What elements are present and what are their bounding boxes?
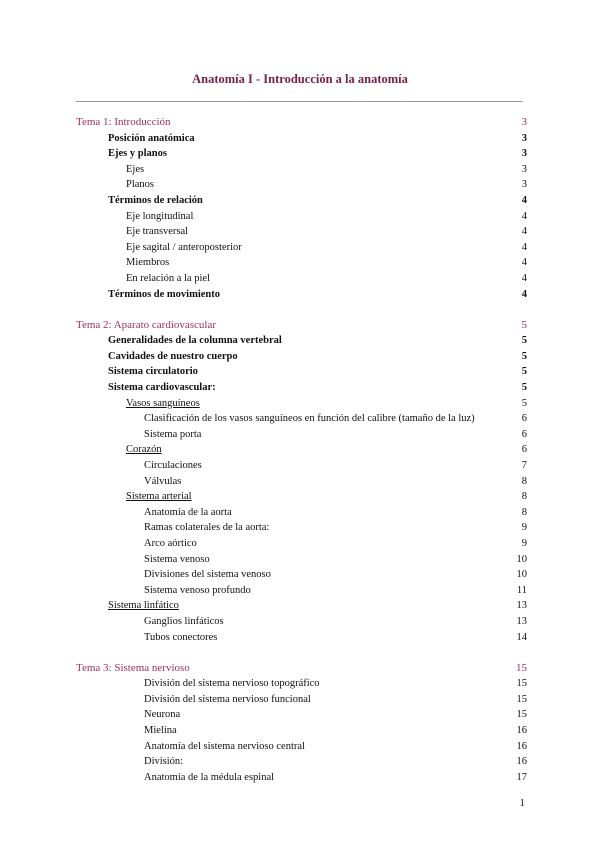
toc-entry-page: 16 <box>516 740 527 752</box>
toc-entry[interactable] <box>0 520 527 535</box>
toc-entry-label: Cavidades de nuestro cuerpo <box>108 350 238 362</box>
toc-entry-page: 7 <box>521 460 527 471</box>
toc-entry-label: Neurona <box>144 709 181 721</box>
toc-entry-label: Sistema linfático <box>108 600 179 612</box>
toc-entry-label: División del sistema nervioso funcional <box>144 693 311 705</box>
toc-entry-page: 13 <box>516 600 527 612</box>
toc-entry-page: 5 <box>521 382 527 393</box>
toc-entry-label: Vasos sanguíneos <box>126 397 200 409</box>
toc-entry-label: Posición anatómica <box>108 132 195 144</box>
toc-entry[interactable] <box>0 131 527 146</box>
toc-entry[interactable] <box>0 271 527 286</box>
toc-entry-label: Términos de relación <box>108 195 203 206</box>
toc-chapter[interactable] <box>0 115 527 130</box>
toc-entry-page: 10 <box>516 553 527 565</box>
toc-entry-page: 5 <box>521 318 527 331</box>
toc-entry[interactable] <box>0 224 527 239</box>
toc-entry-page: 10 <box>516 569 527 581</box>
toc-entry[interactable] <box>0 676 527 691</box>
toc-entry-page: 5 <box>521 397 527 409</box>
toc-entry-page: 3 <box>521 148 527 160</box>
toc-entry-page: 16 <box>516 756 527 768</box>
toc-entry-label: Corazón <box>126 444 162 456</box>
toc-entry-page: 6 <box>521 444 527 456</box>
toc-entry-page: 15 <box>516 661 527 674</box>
toc-entry-label: Eje longitudinal <box>126 210 194 222</box>
toc-entry[interactable] <box>0 333 527 348</box>
toc-entry[interactable] <box>0 255 527 270</box>
document-title: Anatomía I - Introducción a la anatomía <box>192 72 408 86</box>
toc-entry-label: Miembros <box>126 257 170 269</box>
toc-entry-page: 16 <box>516 725 527 736</box>
toc-entry-page: 13 <box>516 616 527 627</box>
toc-entry[interactable] <box>0 364 527 379</box>
toc-entry[interactable] <box>0 614 527 629</box>
toc-entry[interactable] <box>0 240 527 255</box>
toc-entry-label: Tema 1: Introducción <box>76 116 171 128</box>
toc-entry-page: 8 <box>521 506 527 518</box>
toc-entry-page: 5 <box>521 366 527 378</box>
toc-entry-page: 4 <box>521 288 527 300</box>
toc-entry-label: Circulaciones <box>144 460 202 471</box>
toc-entry[interactable] <box>0 287 527 302</box>
toc-entry-label: Tema 3: Sistema nervioso <box>76 661 190 674</box>
toc-entry-label: Sistema circulatorio <box>108 366 198 378</box>
toc-entry-label: Sistema venoso <box>144 553 210 565</box>
toc-entry-page: 11 <box>516 584 527 596</box>
toc-entry-label: Anatomía de la aorta <box>144 506 232 518</box>
toc-entry-page: 15 <box>516 678 527 690</box>
toc-entry[interactable] <box>0 411 527 426</box>
toc-chapter[interactable] <box>0 318 527 333</box>
toc-entry-page: 4 <box>521 241 527 253</box>
toc-entry-page: 4 <box>521 273 527 284</box>
toc-entry-page: 15 <box>516 693 527 705</box>
toc-entry[interactable] <box>0 193 527 208</box>
toc-entry[interactable] <box>0 505 527 520</box>
toc-entry-page: 3 <box>521 179 527 191</box>
toc-entry-label: Términos de movimiento <box>108 288 220 300</box>
toc-entry-label: Ramas colaterales de la aorta: <box>144 522 270 534</box>
toc-entry-label: En relación a la piel <box>126 273 210 284</box>
toc-entry-label: Ganglios linfáticos <box>144 616 224 627</box>
toc-entry[interactable] <box>0 552 527 567</box>
toc-entry[interactable] <box>0 583 527 598</box>
toc-entry-page: 3 <box>521 163 527 175</box>
toc-entry-page: 4 <box>521 210 527 222</box>
toc-entry-label: Sistema cardiovascular: <box>108 382 216 393</box>
page-number: 1 <box>519 797 525 809</box>
toc-entry[interactable] <box>0 349 527 364</box>
toc-entry-page: 17 <box>516 771 527 783</box>
toc-entry[interactable] <box>0 723 527 738</box>
toc-entry-page: 5 <box>521 335 527 347</box>
toc-entry[interactable] <box>0 598 527 613</box>
toc-entry-label: Eje transversal <box>126 226 189 238</box>
toc-entry[interactable] <box>0 739 527 754</box>
toc-entry-label: División del sistema nervioso topográfico <box>144 678 320 690</box>
toc-entry[interactable] <box>0 442 527 457</box>
toc-entry-label: Ejes y planos <box>108 148 167 160</box>
toc-entry[interactable] <box>0 489 527 504</box>
toc-entry-label: Eje sagital / anteroposterior <box>126 241 242 253</box>
toc-entry-page: 6 <box>521 413 527 425</box>
toc-entry-page: 6 <box>521 428 527 440</box>
toc-entry-label: Planos <box>126 179 155 191</box>
toc-entry-label: Tema 2: Aparato cardiovascular <box>76 318 217 331</box>
toc-entry-page: 4 <box>521 226 527 238</box>
toc-entry-page: 5 <box>521 350 527 362</box>
toc-entry[interactable] <box>0 770 527 785</box>
toc-entry[interactable] <box>0 754 527 769</box>
toc-entry-page: 9 <box>521 522 527 534</box>
toc-entry-label: División: <box>144 756 184 768</box>
toc-entry[interactable] <box>0 536 527 551</box>
toc-entry[interactable] <box>0 162 527 177</box>
toc-entry-page: 14 <box>516 631 527 643</box>
toc-entry-label: Tubos conectores <box>144 631 218 643</box>
toc-entry[interactable] <box>0 146 527 161</box>
toc-entry[interactable] <box>0 427 527 442</box>
toc-entry[interactable] <box>0 474 527 489</box>
toc-entry-label: Arco aórtico <box>144 538 197 549</box>
toc-entry-label: Ejes <box>126 163 145 175</box>
toc-entry-page: 4 <box>521 195 527 206</box>
toc-chapter[interactable] <box>0 661 527 676</box>
toc-entry-page: 9 <box>521 538 527 549</box>
toc-entry-page: 3 <box>521 116 527 128</box>
toc-entry-label: Anatomía de la médula espinal <box>144 771 275 783</box>
toc-entry[interactable] <box>0 396 527 411</box>
toc-entry-page: 3 <box>521 132 527 144</box>
toc-entry[interactable] <box>0 209 527 224</box>
toc-entry-label: Clasificación de los vasos sanguíneos en función del calibre (tamaño de la luz) <box>144 413 475 425</box>
toc-entry[interactable] <box>0 177 527 192</box>
toc-entry-label: Mielina <box>144 725 177 736</box>
toc-entry-page: 4 <box>521 257 527 269</box>
toc-entry-label: Divisiones del sistema venoso <box>144 569 271 581</box>
toc-entry[interactable] <box>0 630 527 645</box>
title-divider <box>76 101 523 102</box>
toc-entry-page: 15 <box>516 709 527 721</box>
toc-entry-page: 8 <box>521 475 527 487</box>
toc-entry[interactable] <box>0 692 527 707</box>
toc-entry[interactable] <box>0 380 527 395</box>
toc-entry-page: 8 <box>521 491 527 503</box>
toc-entry-label: Sistema arterial <box>126 491 192 503</box>
toc-entry-label: Generalidades de la columna vertebral <box>108 335 282 347</box>
toc-entry-label: Anatomía del sistema nervioso central <box>144 740 305 752</box>
toc-entry-label: Sistema venoso profundo <box>144 584 251 596</box>
toc-entry-label: Sistema porta <box>144 428 202 440</box>
toc-entry-label: Válvulas <box>144 475 182 487</box>
toc-entry[interactable] <box>0 567 527 582</box>
toc-entry[interactable] <box>0 458 527 473</box>
toc-entry[interactable] <box>0 707 527 722</box>
